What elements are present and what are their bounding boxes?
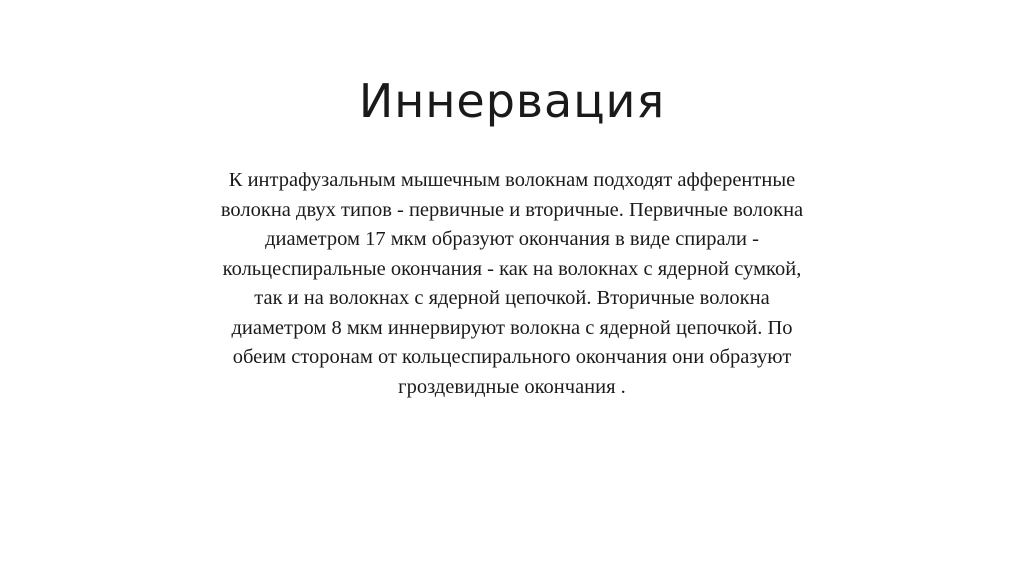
slide-title: Иннервация	[358, 74, 666, 128]
body-line: кольцеспиральные окончания - как на волокнах с ядерной сумкой,	[222, 257, 802, 280]
body-line: гроздевидные окончания .	[398, 375, 626, 398]
body-line: К интрафузальным мышечным волокнам подходят афферентные	[228, 169, 796, 191]
slide-body-text	[140, 166, 884, 402]
body-line: диаметром 8 мкм иннервируют волокна с ядерной цепочкой. По	[231, 316, 793, 339]
body-line: так и на волокнах с ядерной цепочкой. Вторичные волокна	[254, 287, 770, 309]
body-line: волокна двух типов - первичные и вторичные. Первичные волокна	[220, 198, 804, 221]
body-line: диаметром 17 мкм образуют окончания в виде спирали -	[265, 228, 759, 250]
body-line: обеим сторонам от кольцеспирального окончания они образуют	[232, 346, 792, 368]
